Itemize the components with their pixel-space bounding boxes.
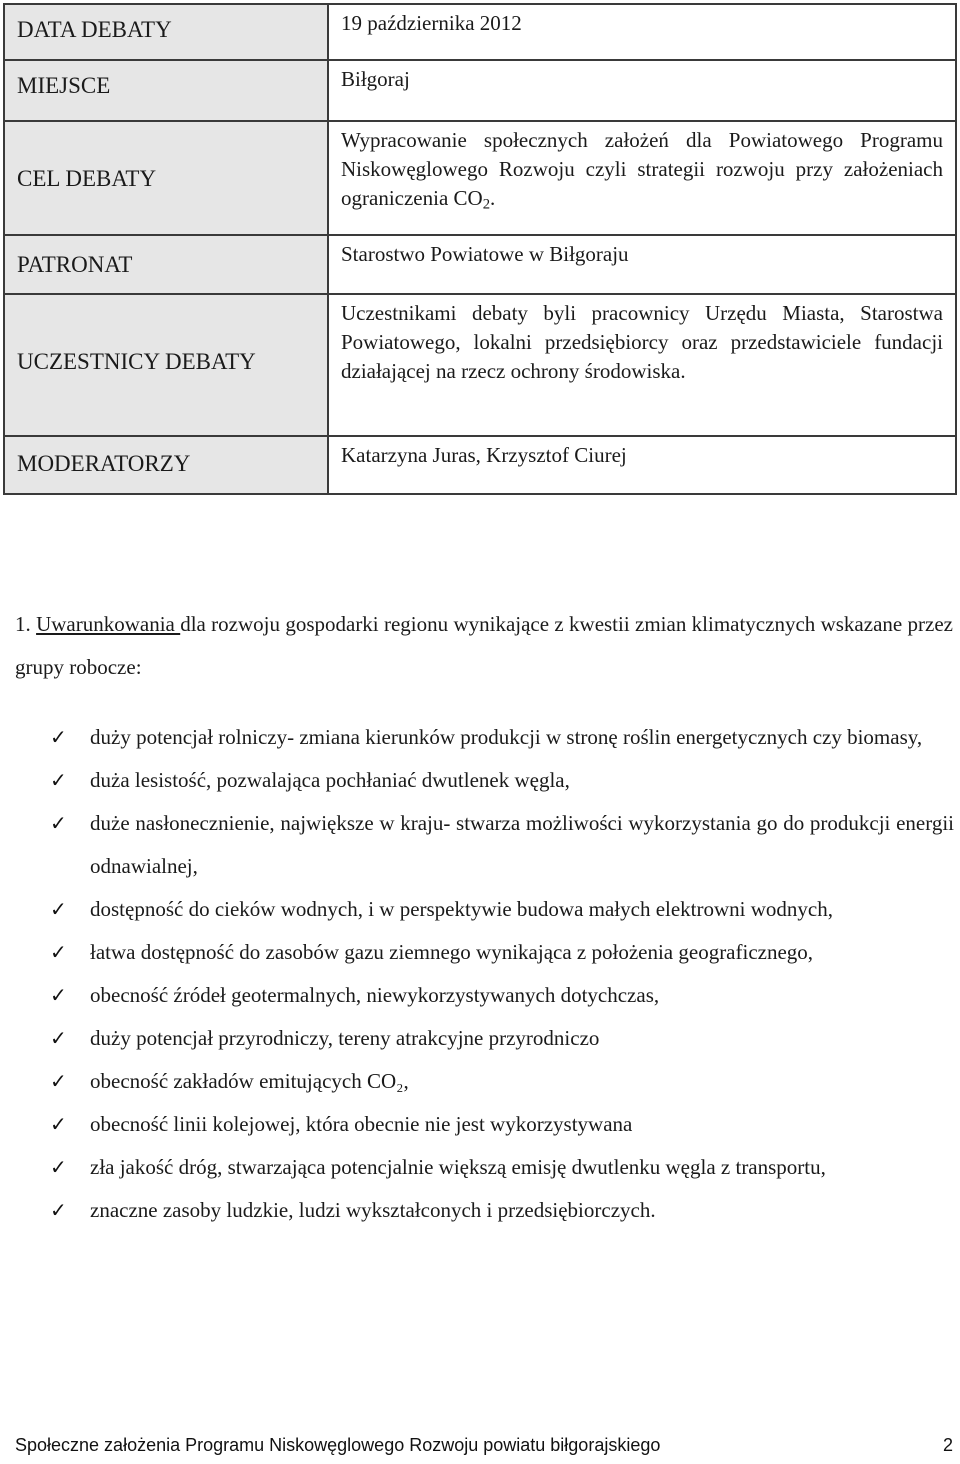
table-row [4,4,956,60]
check-icon: ✓ [50,811,67,835]
check-icon: ✓ [50,1026,67,1050]
row-label-date: DATA DEBATY [4,4,328,60]
footer-title: Społeczne założenia Programu Niskowęglowego Rozwoju powiatu biłgorajskiego [15,1434,661,1455]
list-item: ✓ obecność źródeł geotermalnych, niewykorzystywanych dotychczas, [50,974,954,1017]
list-item: ✓ duży potencjał rolniczy- zmiana kierunków produkcji w stronę roślin energetycznych czy biomasy, [50,716,954,759]
row-value-goal: Wypracowanie społecznych założeń dla Powiatowego Programu Niskowęglowego Rozwoju czyli strategii rozwoju przy założeniach ograniczenia $CO_2$. [328,121,956,235]
list-item: ✓ znaczne zasoby ludzkie, ludzi wykształconych i przedsiębiorczych. [50,1189,954,1232]
check-icon: ✓ [50,1112,67,1136]
list-item: ✓ obecność zakładów emitujących CO₂, [50,1060,954,1103]
check-icon: ✓ [50,1198,67,1222]
section-number: 1. [15,612,31,636]
check-icon: ✓ [50,940,67,964]
check-icon: ✓ [50,1155,67,1179]
section-underlined-word: Uwarunkowania [36,612,181,636]
row-value-patron: Starostwo Powiatowe w Biłgoraju [328,235,956,294]
section-text: dla rozwoju gospodarki regionu wynikające z kwestii zmian klimatycznych wskazane przez grupy robocze: [15,612,953,679]
row-label-moderators: MODERATORZY [4,436,328,494]
table-row [4,235,956,294]
list-item: ✓ duże nasłonecznienie, największe w kraju- stwarza możliwości wykorzystania go do produkcji energii odnawialnej, [50,802,954,888]
check-icon: ✓ [50,897,67,921]
check-icon: ✓ [50,1069,67,1093]
list-item: ✓ obecność linii kolejowej, która obecnie nie jest wykorzystywana [50,1103,954,1146]
row-value-moderators: Katarzyna Juras, Krzysztof Ciurej [328,436,956,494]
row-value-date: 19 października 2012 [328,4,956,60]
page-footer [15,1430,953,1460]
check-icon: ✓ [50,768,67,792]
table-row [4,121,956,235]
row-value-participants: Uczestnikami debaty byli pracownicy Urzędu Miasta, Starostwa Powiatowego, lokalni przedsiębiorcy oraz przedstawiciele fundacji działającej na rzecz ochrony środowiska. [328,294,956,436]
row-label-place: MIEJSCE [4,60,328,121]
page-number: 2 [942,1434,953,1455]
list-item: ✓ duża lesistość, pozwalająca pochłaniać dwutlenek węgla, [50,759,954,802]
list-item: ✓ duży potencjał przyrodniczy, tereny atrakcyjne przyrodniczo [50,1017,954,1060]
row-label-goal: CEL DEBATY [4,121,328,235]
table-row [4,294,956,436]
check-icon: ✓ [50,983,67,1007]
row-label-patron: PATRONAT [4,235,328,294]
list-item: ✓ zła jakość dróg, stwarzająca potencjalnie większą emisję dwutlenku węgla z transportu, [50,1146,954,1189]
table-row [4,436,956,494]
section-heading-paragraph [15,603,953,689]
row-label-participants: UCZESTNICY DEBATY [4,294,328,436]
list-item: ✓ łatwa dostępność do zasobów gazu ziemnego wynikająca z położenia geograficznego, [50,931,954,974]
debate-info-table [3,3,957,495]
check-icon: ✓ [50,725,67,749]
table-row [4,60,956,121]
factors-list [50,716,954,1232]
list-item: ✓ dostępność do cieków wodnych, i w perspektywie budowa małych elektrowni wodnych, [50,888,954,931]
row-value-place: Biłgoraj [328,60,956,121]
